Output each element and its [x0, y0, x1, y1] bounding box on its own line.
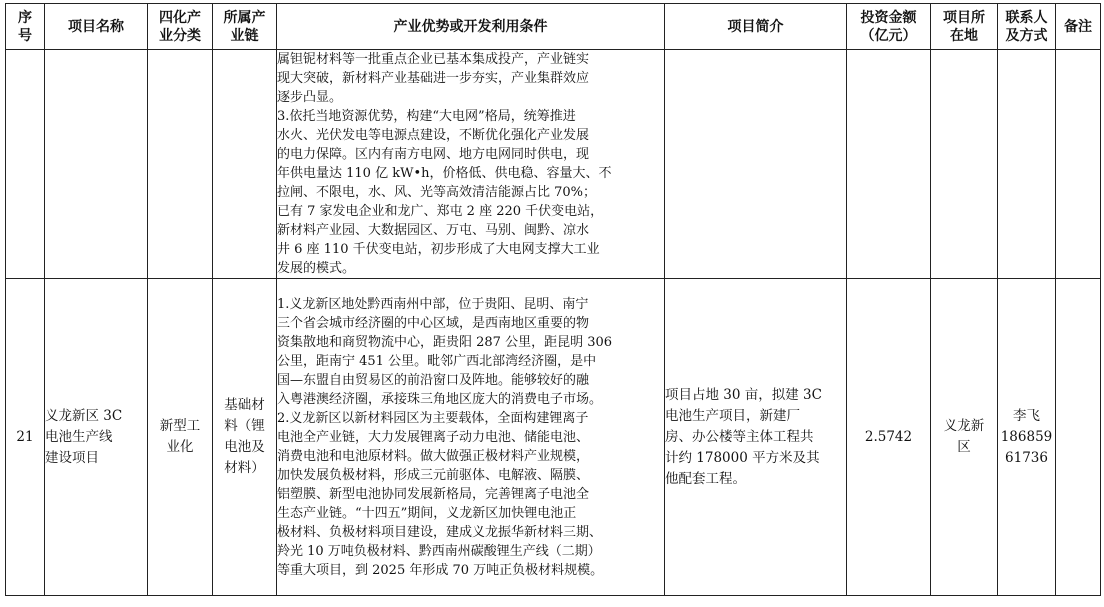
name-line: 电池生产线 [45, 428, 113, 445]
project-table [5, 3, 1101, 596]
advantages-line: 公里，距南宁 451 公里。毗邻广西北部湾经济圈，是中 [277, 353, 597, 369]
cell-summary [665, 279, 847, 596]
advantages-line: 井 6 座 110 千伏变电站，初步形成了大电网支撑大工业 [277, 242, 600, 257]
contact-line: 61736 [1005, 449, 1048, 466]
advantages-line: 铝塑膜、新型电池协同发展新格局，完善锂离子电池全 [277, 486, 590, 502]
header-seq-line: 序 [18, 9, 32, 26]
cell-name [45, 50, 148, 279]
advantages-line: 入粤港澳经济圈，承接珠三角地区庞大的消费电子市场。 [277, 391, 603, 407]
advantages-line: 极材料、负极材料项目建设，建成义龙振华新材料三期、 [277, 524, 603, 540]
advantages-line: 新材料产业园、大数据园区、万屯、马别、闽黔、凉水 [277, 223, 590, 238]
cell-chain [213, 50, 277, 279]
header-summary-line: 项目简介 [727, 18, 784, 35]
advantages-line: 1.义龙新区地处黔西南州中部，位于贵阳、昆明、南宁 [277, 296, 589, 312]
cell-seq [6, 50, 45, 279]
advantages-line: 电池全产业链，大力发展锂离子动力电池、储能电池、 [277, 429, 590, 445]
project-table-page [5, 3, 1101, 596]
advantages-line: 逐步凸显。 [277, 90, 343, 105]
chain-line: 材料） [224, 460, 265, 476]
advantages-line: 已有 7 家发电企业和龙广、郑屯 2 座 220 千伏变电站， [277, 204, 604, 219]
header-name [45, 4, 148, 50]
category-line: 新型工 [159, 418, 201, 434]
summary-line: 项目占地 30 亩，拟建 3C [665, 386, 822, 403]
advantages-line: 羚光 10 万吨负极材料、黔西南州碳酸锂生产线（二期） [277, 543, 601, 559]
chain-line: 电池及 [224, 439, 265, 455]
advantages-line: 消费电池和电池原材料。做大做强正极材料产业规模， [277, 448, 590, 464]
advantages-line: 现大突破，新材料产业基础进一步夯实，产业集群效应 [277, 71, 590, 86]
cell-remarks [1056, 50, 1101, 279]
table-row [6, 279, 1101, 596]
advantages-line: 属钽铌材料等一批重点企业已基本集成投产，产业链实 [277, 52, 590, 67]
advantages-line: 三个省会城市经济圈的中心区域，是西南地区重要的物 [277, 315, 590, 331]
cell-location [931, 279, 998, 596]
header-chain-line: 业链 [230, 27, 259, 44]
contact-line: 186859 [1000, 428, 1053, 445]
category-line: 业化 [166, 439, 194, 455]
table-body [6, 50, 1101, 596]
header-location-line: 在地 [950, 27, 978, 44]
header-summary [665, 4, 847, 50]
cell-location [931, 50, 998, 279]
cell-investment [847, 50, 931, 279]
advantages-line: 加快发展负极材料，形成三元前驱体、电解液、隔膜、 [277, 467, 590, 483]
header-investment-line: （亿元） [860, 27, 917, 44]
summary-line: 他配套工程。 [665, 470, 746, 487]
header-seq [6, 4, 45, 50]
cell-advantages [277, 50, 665, 279]
header-chain-line: 所属产 [223, 9, 266, 26]
advantages-line: 等重大项目，到 2025 年形成 70 万吨正负极材料规模。 [277, 562, 604, 578]
name-line: 建设项目 [45, 449, 99, 466]
table-header [6, 4, 1101, 50]
advantages-line: 年供电量达 110 亿 kW•h，价格低、供电稳、容量大、不 [277, 166, 612, 181]
summary-line: 计约 178000 平方米及其 [665, 449, 820, 466]
header-advantages [277, 4, 665, 50]
header-category-line: 四化产 [159, 9, 201, 26]
header-advantages-line: 产业优势或开发利用条件 [393, 18, 548, 35]
cell-name [45, 279, 148, 596]
summary-line: 电池生产项目，新建厂 [665, 407, 800, 424]
header-location [931, 4, 998, 50]
cell-summary [665, 50, 847, 279]
header-remarks [1056, 4, 1101, 50]
advantages-line: 的电力保障。区内有南方电网、地方电网同时供电，现 [277, 147, 590, 162]
cell-contact [998, 279, 1056, 596]
cell-category [148, 279, 213, 596]
header-investment [847, 4, 931, 50]
header-chain [213, 4, 277, 50]
header-remarks-line: 备注 [1064, 18, 1092, 35]
advantages-line: 水火、光伏发电等电源点建设，不断优化强化产业发展 [277, 128, 590, 143]
advantages-line: 生态产业链。“十四五”期间，义龙新区加快锂电池正 [277, 505, 577, 521]
cell-remarks [1056, 279, 1101, 596]
cell-investment: 2.5742 [847, 279, 931, 596]
location-line: 区 [957, 439, 971, 455]
advantages-line: 资集散地和商贸物流中心，距贵阳 287 公里，距昆明 306 [277, 334, 613, 350]
advantages-line: 发展的模式。 [277, 261, 356, 276]
chain-line: 料（锂 [224, 418, 265, 434]
header-contact-line: 及方式 [1005, 27, 1048, 44]
header-location-line: 项目所 [943, 9, 985, 26]
cell-advantages [277, 279, 665, 596]
header-category [148, 4, 213, 50]
cell-category [148, 50, 213, 279]
header-row [6, 4, 1101, 50]
advantages-line: 国—东盟自由贸易区的前沿窗口及阵地。能够较好的融 [277, 372, 590, 388]
name-line: 义龙新区 3C [45, 407, 123, 424]
advantages-line: 拉闸、不限电，水、风、光等高效清洁能源占比 70%； [277, 185, 597, 200]
header-seq-line: 号 [18, 27, 32, 44]
contact-line: 李飞 [1013, 407, 1040, 424]
advantages-line: 2.义龙新区以新材料园区为主要载体，全面构建锂离子 [277, 410, 589, 426]
header-contact-line: 联系人 [1005, 9, 1048, 26]
header-category-line: 业分类 [159, 27, 201, 44]
summary-line: 房、办公楼等主体工程共 [665, 428, 814, 445]
advantages-line: 3.依托当地资源优势，构建“大电网”格局，统筹推进 [277, 109, 576, 124]
header-name-line: 项目名称 [68, 18, 124, 35]
table-row [6, 50, 1101, 279]
cell-seq: 21 [6, 279, 45, 596]
cell-contact [998, 50, 1056, 279]
chain-line: 基础材 [224, 397, 265, 413]
header-investment-line: 投资金额 [860, 9, 917, 26]
header-contact [998, 4, 1056, 50]
cell-chain [213, 279, 277, 596]
location-line: 义龙新 [943, 418, 985, 434]
